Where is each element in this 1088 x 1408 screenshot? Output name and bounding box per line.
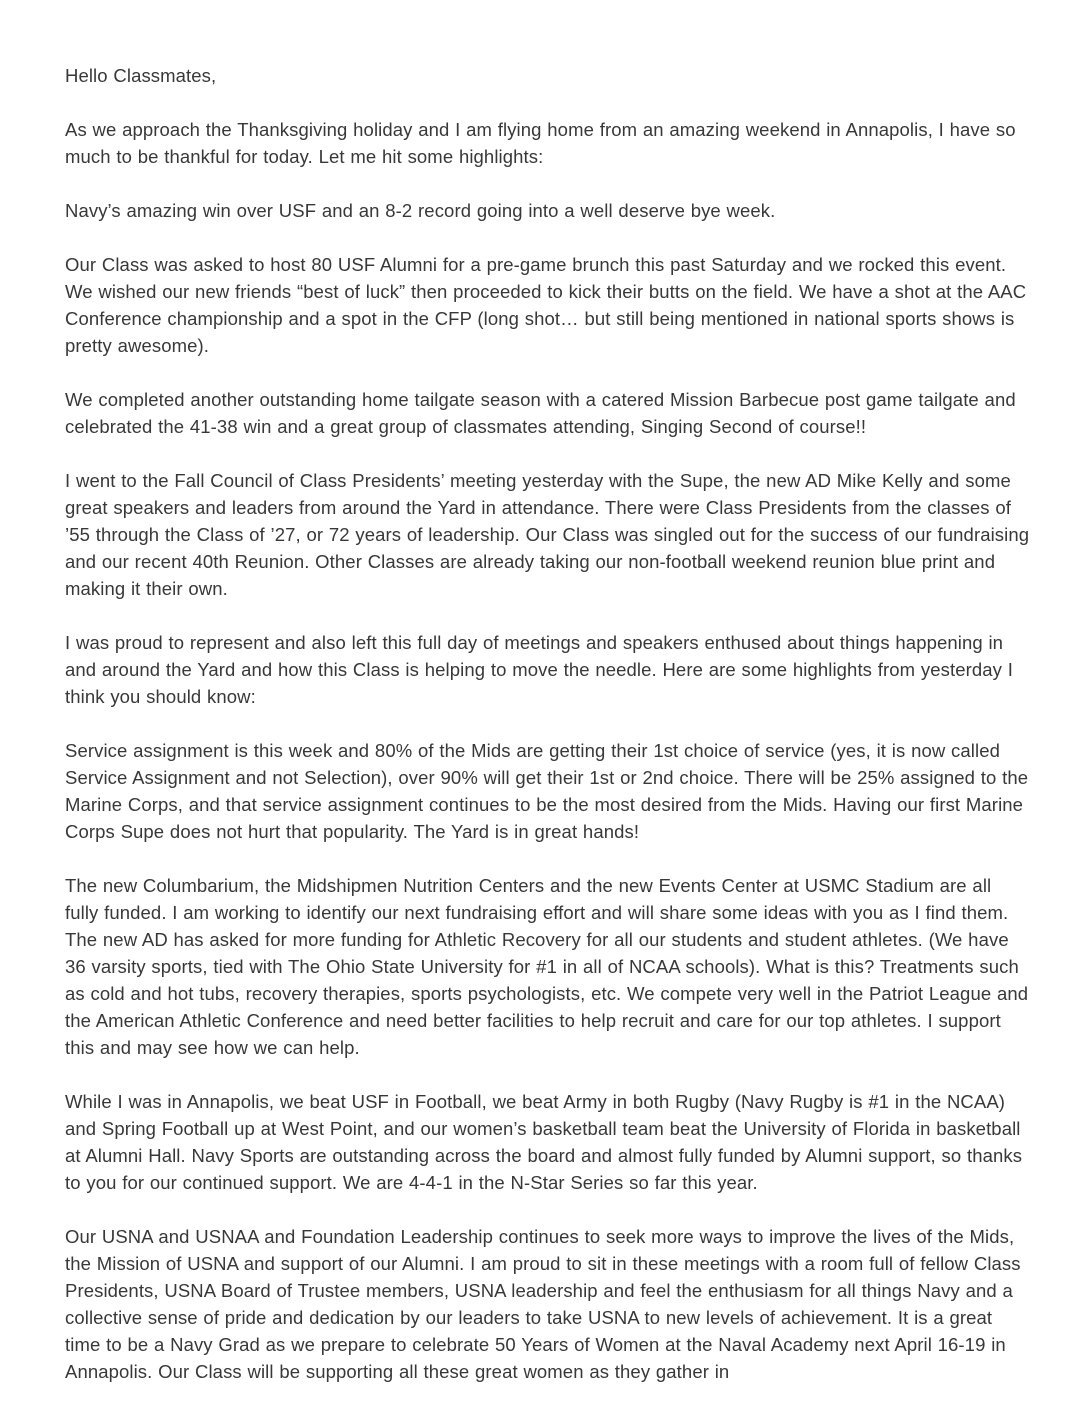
paragraph-tailgate-season: We completed another outstanding home tailgate season with a catered Mission Barbecue post game tailgate and celebrated the 41-38 win and a great group of classmates attending, Singing Second of course!! xyxy=(65,389,1016,437)
greeting-line: Hello Classmates, xyxy=(65,65,217,86)
paragraph-thanksgiving-intro: As we approach the Thanksgiving holiday and I am flying home from an amazing weekend in Annapolis, I have so much to be thankful for today. Let me hit some highlights: xyxy=(65,119,1016,167)
paragraph-usna-leadership: Our USNA and USNAA and Foundation Leadership continues to seek more ways to improve the lives of the Mids, the Mission of USNA and support of our Alumni. I am proud to sit in these meetings with a room full of fellow Class Presidents, USNA Board of Trustee members, USNA leadership and feel the enthusiasm for all things Navy and a collective sense of pride and dedication by our leaders to take USNA to new levels of achievement. It is a great time to be a Navy Grad as we prepare to celebrate 50 Years of Women at the Naval Academy next April 16-19 in Annapolis. Our Class will be supporting all these great women as they gather in xyxy=(65,1226,1021,1382)
paragraph-usf-brunch: Our Class was asked to host 80 USF Alumni for a pre-game brunch this past Saturday and we rocked this event. We wished our new friends “best of luck” then proceeded to kick their butts on the field. We have a shot at the AAC Conference championship and a spot in the CFP (long shot… but still being mentioned in national sports shows is pretty awesome). xyxy=(65,254,1027,356)
paragraph-service-assignment: Service assignment is this week and 80% of the Mids are getting their 1st choice of service (yes, it is now called Service Assignment and not Selection), over 90% will get their 1st or 2nd choice. There will be 25% assigned to the Marine Corps, and that service assignment continues to be the most desired from the Mids. Having our first Marine Corps Supe does not hurt that popularity. The Yard is in great hands! xyxy=(65,740,1029,842)
paragraph-columbarium-funding: The new Columbarium, the Midshipmen Nutrition Centers and the new Events Center at USMC Stadium are all fully funded. I am working to identify our next fundraising effort and will share some ideas with you as I find them. The new AD has asked for more funding for Athletic Recovery for all our students and student athletes. (We have 36 varsity sports, tied with The Ohio State University for #1 in all of NCAA schools). What is this? Treatments such as cold and hot tubs, recovery therapies, sports psychologists, etc. We compete very well in the Patriot League and the American Athletic Conference and need better facilities to help recruit and care for our top athletes. I support this and may see how we can help. xyxy=(65,875,1029,1058)
paragraph-sports-results: While I was in Annapolis, we beat USF in Football, we beat Army in both Rugby (Navy Rugby is #1 in the NCAA) and Spring Football up at West Point, and our women’s basketball team beat the University of Florida in basketball at Alumni Hall. Navy Sports are outstanding across the board and almost fully funded by Alumni support, so thanks to you for our continued support. We are 4-4-1 in the N-Star Series so far this year. xyxy=(65,1091,1023,1193)
paragraph-fall-council: I went to the Fall Council of Class Presidents’ meeting yesterday with the Supe, the new AD Mike Kelly and some great speakers and leaders from around the Yard in attendance. There were Class Presidents from the classes of ’55 through the Class of ’27, or 72 years of leadership. Our Class was singled out for the success of our fundraising and our recent 40th Reunion. Other Classes are already taking our non-football weekend reunion blue print and making it their own. xyxy=(65,470,1030,599)
paragraph-navy-win: Navy’s amazing win over USF and an 8-2 record going into a well deserve bye week. xyxy=(65,200,776,221)
paragraph-proud-to-represent: I was proud to represent and also left this full day of meetings and speakers enthused about things happening in and around the Yard and how this Class is helping to move the needle. Here are some highlights from yesterday I think you should know: xyxy=(65,632,1013,707)
